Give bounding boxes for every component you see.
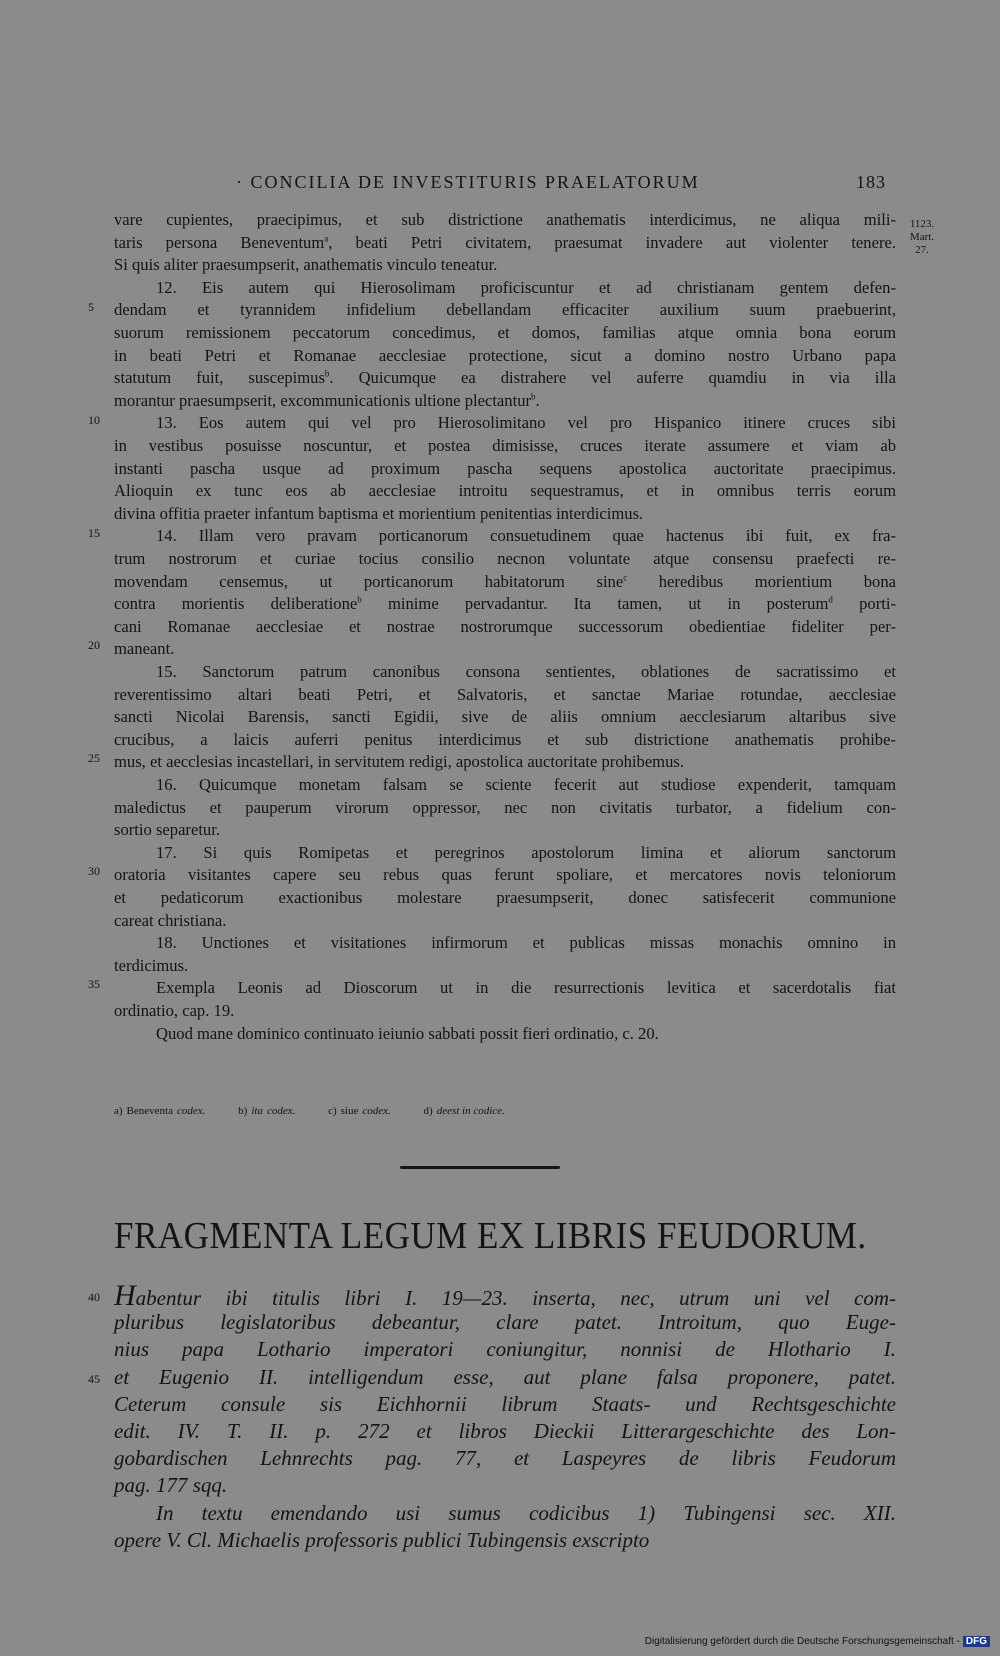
footnote-b: b) ita codex. <box>238 1105 296 1117</box>
text-line: Exempla Leonis ad Dioscorum ut in die resurrectionis levitica et sacerdotalis fiat <box>156 978 896 998</box>
text-line: 16. Quicumque monetam falsam se sciente fecerit aut studiose expenderit, tamquam <box>156 775 896 794</box>
text-line: contra morientis deliberatione$^b$ minime pervadantur. Ita tamen, ut in posterum$^d$ porti- <box>114 594 896 614</box>
text-line: suorum remissionem peccatorum concedimus, et domos, familias atque omnia bona eorum <box>114 323 896 342</box>
margin-year: 1123. <box>909 218 935 230</box>
line-number: 10 <box>88 413 100 427</box>
text-line: 18. Unctiones et visitationes infirmorum et publicas missas monachis omnino in <box>156 933 896 953</box>
text-line: ordinatio, cap. 19. <box>114 1001 235 1020</box>
line-number: 45 <box>88 1372 100 1386</box>
line-number: 20 <box>88 638 100 652</box>
intro-line: Ceterum consule sis Eichhornii librum Staats- und Rechtsgeschichte <box>114 1391 896 1416</box>
intro-line: et Eugenio II. intelligendum esse, aut plane falsa proponere, patet. <box>114 1364 896 1389</box>
text-line: statutum fuit, suscepimus$^b$. Quicumque ea distrahere vel auferre quamdiu in via illa <box>114 368 896 388</box>
text-line: reverentissimo altari beati Petri, et Salvatoris, et sanctae Mariae rotundae, aecclesiae <box>114 684 896 704</box>
footnote-c: c) siue codex. <box>328 1105 391 1117</box>
footnotes <box>114 1104 896 1118</box>
line-number: 15 <box>88 526 100 540</box>
dfg-logo: DFG <box>963 1636 990 1647</box>
text-line: Quod mane dominico continuato ieiunio sabbati possit fieri ordinatio, c. 20. <box>156 1023 659 1043</box>
text-line: 12. Eis autem qui Hierosolimam proficiscuntur et ad christianam gentem defen- <box>156 277 896 297</box>
text-line: maneant. <box>114 639 175 659</box>
text-line: 15. Sanctorum patrum canonibus consona sentientes, oblationes de sacratissimo et <box>156 662 896 681</box>
text-line: instanti pascha usque ad proximum pascha sequens apostolica auctoritate praecipimus. <box>114 458 896 478</box>
text-line: trum nostrorum et curiae tocius consilio necnon voluntate atque consensu praefecti re- <box>114 549 896 568</box>
text-line: in vestibus posuisse noscuntur, et postea dimisisse, cruces iterate assumere et viam ab <box>114 436 896 455</box>
text-line: 17. Si quis Romipetas et peregrinos apostolorum limina et aliorum sanctorum <box>156 842 896 862</box>
text-line: sancti Nicolai Barensis, sancti Egidii, sive de aliis omnium aecclesiarum altaribus sive <box>114 707 896 727</box>
line-number: 40 <box>88 1290 100 1304</box>
text-line: mus, et aecclesias incastellari, in servitutem redigi, apostolica auctoritate prohibemus. <box>114 752 684 772</box>
intro-line: opere V. Cl. Michaelis professoris publici Tubingensis exscripto <box>114 1527 650 1552</box>
margin-month: Mart. <box>909 231 935 243</box>
text-line: vare cupientes, praecipimus, et sub districtione anathematis interdicimus, ne aliqua mili- <box>114 210 896 229</box>
text-line: crucibus, a laicis auferri penitus interdicimus et sub districtione anathematis prohibe- <box>114 729 896 749</box>
intro-line: nius papa Lothario imperatori coniungitur, nonnisi de Hlothario I. <box>114 1337 896 1362</box>
text-line: dendam et tyrannidem infidelium debellandam efficaciter auxilium suum praebuerint, <box>114 300 896 320</box>
footnote-a: a) Beneventa codex. <box>114 1105 206 1117</box>
intro-line: pluribus legislatoribus debeantur, clare patet. Introitum, quo Euge- <box>114 1310 896 1335</box>
text-line: taris persona Beneventum$^a$, beati Petri civitatem, praesumat invadere aut violenter tenere. <box>114 232 896 252</box>
line-number: 35 <box>88 977 100 991</box>
margin-day: 27. <box>915 244 929 256</box>
line-number: 30 <box>88 864 100 878</box>
text-line: in beati Petri et Romanae aecclesiae protectione, sicut a domino nostro Urbano papa <box>114 345 896 365</box>
digitization-credit: Digitalisierung gefördert durch die Deutsche Forschungsgemeinschaft - DFG <box>645 1636 990 1647</box>
intro-line: gobardischen Lehnrechts pag. 77, et Laspeyres de libris Feudorum <box>114 1446 896 1471</box>
intro-line: In textu emendando usi sumus codicibus 1) Tubingensi sec. XII. <box>156 1500 896 1525</box>
running-head-title: · CONCILIA DE INVESTITURIS PRAELATORUM <box>236 172 700 192</box>
section-title: FRAGMENTA LEGUM EX LIBRIS FEUDORUM. <box>114 1214 867 1257</box>
margin-date-note <box>900 218 944 257</box>
intro-line: Habentur ibi titulis libri I. 19—23. inserta, nec, utrum uni vel com- <box>114 1279 896 1312</box>
text-line: movendam censemus, ut porticanorum habitatorum sine$^c$ heredibus morientium bona <box>114 571 896 591</box>
text-line: 14. Illam vero pravam porticanorum consuetudinem quae hactenus ibi fuit, ex fra- <box>156 526 896 546</box>
text-line: cani Romanae aecclesiae et nostrae nostrorumque successorum obedientiae fideliter per- <box>114 616 896 636</box>
text-line: sortio separetur. <box>114 820 220 840</box>
text-line: terdicimus. <box>114 955 189 975</box>
line-number: 25 <box>88 751 100 765</box>
intro-line: edit. IV. T. II. p. 272 et libros Dieckii Litterargeschichte des Lon- <box>114 1419 896 1443</box>
text-line: Alioquin ex tunc eos ab aecclesiae introitu sequestramus, et in omnibus terris eorum <box>114 481 896 501</box>
text-line: maledictus et pauperum virorum oppressor, nec non civitatis turbator, a fidelium con- <box>114 797 896 817</box>
section-divider-rule <box>400 1166 560 1169</box>
text-line: 13. Eos autem qui vel pro Hierosolimitano vel pro Hispanico itinere cruces sibi <box>156 413 896 433</box>
intro-line: pag. 177 sqq. <box>114 1473 228 1498</box>
text-line: careat christiana. <box>114 910 227 930</box>
footnote-d: d) deest in codice. <box>423 1105 505 1117</box>
line-number: 5 <box>88 300 94 314</box>
page-number: 183 <box>856 172 886 192</box>
text-line: Si quis aliter praesumpserit, anathematis vinculo teneatur. <box>114 255 498 275</box>
text-line: et pedaticorum exactionibus molestare praesumpserit, donec satisfecerit communione <box>114 888 896 907</box>
text-line: divina offitia praeter infantum baptisma et morientium penitentias interdicimus. <box>114 503 644 523</box>
text-line: morantur praesumpserit, excommunicationis ultione plectantur$^b$. <box>114 390 540 410</box>
text-line: oratoria visitantes capere seu rebus quas ferunt spoliare, et mercatores novis teloniorum <box>114 865 896 885</box>
